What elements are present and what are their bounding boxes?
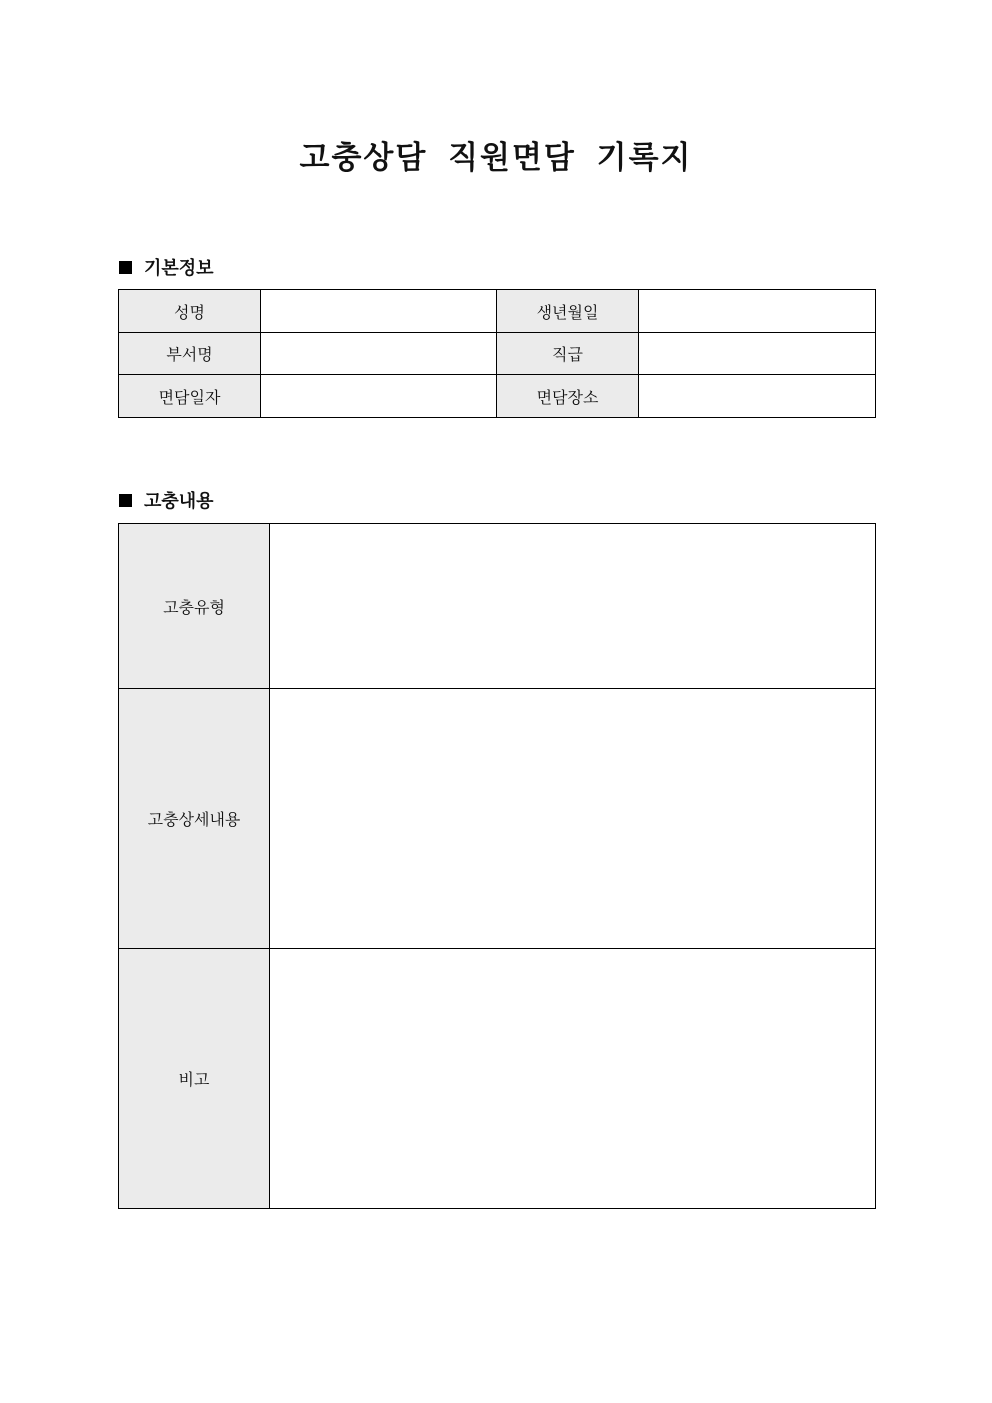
table-row: [119, 689, 876, 949]
interview-location-field[interactable]: [639, 375, 876, 418]
department-label: 부서명: [119, 333, 261, 375]
section-heading-basic-info: [119, 254, 214, 280]
interview-date-field[interactable]: [261, 375, 497, 418]
square-bullet-icon: [119, 494, 132, 507]
department-field[interactable]: [261, 333, 497, 375]
table-row: [119, 949, 876, 1209]
remarks-field[interactable]: [270, 949, 876, 1209]
position-label: 직급: [497, 333, 639, 375]
grievance-detail-label: 고충상세내용: [119, 689, 270, 949]
basic-info-table: [118, 289, 876, 418]
section-heading-label: 기본정보: [144, 258, 214, 279]
name-field[interactable]: [261, 290, 497, 333]
table-row: [119, 375, 876, 418]
grievance-type-field[interactable]: [270, 524, 876, 689]
section-heading-label: 고충내용: [144, 491, 214, 512]
square-bullet-icon: [119, 261, 132, 274]
interview-date-label: 면담일자: [119, 375, 261, 418]
table-row: [119, 333, 876, 375]
interview-location-label: 면담장소: [497, 375, 639, 418]
position-field[interactable]: [639, 333, 876, 375]
section-heading-grievance: [119, 487, 214, 513]
remarks-label: 비고: [119, 949, 270, 1209]
birthdate-label: 생년월일: [497, 290, 639, 333]
grievance-table: [118, 523, 876, 1209]
document-title: 고충상담 직원면담 기록지: [299, 140, 693, 176]
table-row: [119, 290, 876, 333]
name-label: 성명: [119, 290, 261, 333]
grievance-detail-field[interactable]: [270, 689, 876, 949]
birthdate-field[interactable]: [639, 290, 876, 333]
table-row: [119, 524, 876, 689]
grievance-type-label: 고충유형: [119, 524, 270, 689]
